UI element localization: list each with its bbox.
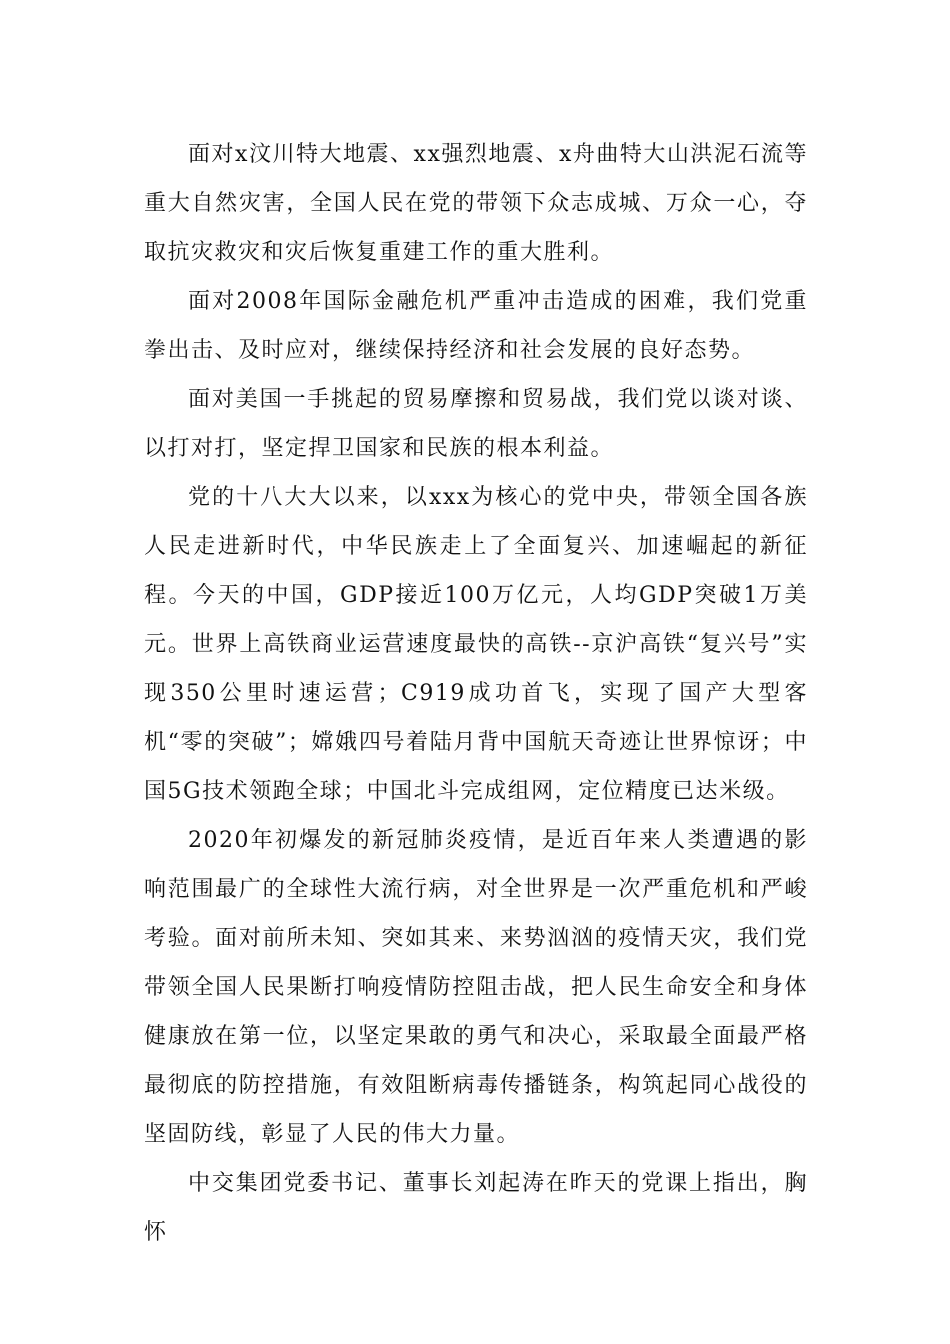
paragraph-new-era: 党的十八大大以来，以xxx为核心的党中央，带领全国各族人民走进新时代，中华民族走上了全面复兴、加速崛起的新征程。今天的中国，GDP接近100万亿元，人均GDP突破1万美元。世界上高铁商业运营速度最快的高铁--京沪高铁“复兴号”实现350公里时速运营；C919成功首飞，实现了国产大型客机“零的突破”；嫦娥四号着陆月背中国航天奇迹让世界惊讶；中国5G技术领跑全球；中国北斗完成组网，定位精度已达米级。	[144, 485, 808, 804]
paragraph-disaster-relief: 面对x汶川特大地震、xx强烈地震、x舟曲特大山洪泥石流等重大自然灾害，全国人民在党的带领下众志成城、万众一心，夺取抗灾救灾和灾后恢复重建工作的重大胜利。	[144, 142, 808, 265]
paragraph-financial-crisis: 面对2008年国际金融危机严重冲击造成的困难，我们党重拳出击、及时应对，继续保持经济和社会发展的良好态势。	[144, 289, 808, 363]
paragraph-epidemic: 2020年初爆发的新冠肺炎疫情，是近百年来人类遭遇的影响范围最广的全球性大流行病，对全世界是一次严重危机和严峻考验。面对前所未知、突如其来、来势汹汹的疫情天灾，我们党带领全国人民果断打响疫情防控阻击战，把人民生命安全和身体健康放在第一位，以坚定果敢的勇气和决心，采取最全面最严格最彻底的防控措施，有效阻断病毒传播链条，构筑起同心战役的坚固防线，彰显了人民的伟大力量。	[144, 828, 808, 1147]
paragraph-trade-war: 面对美国一手挑起的贸易摩擦和贸易战，我们党以谈对谈、以打对打，坚定捍卫国家和民族的根本利益。	[144, 387, 808, 461]
document-page	[144, 130, 808, 1257]
paragraph-party-lecture: 中交集团党委书记、董事长刘起涛在昨天的党课上指出，胸怀	[144, 1171, 808, 1245]
